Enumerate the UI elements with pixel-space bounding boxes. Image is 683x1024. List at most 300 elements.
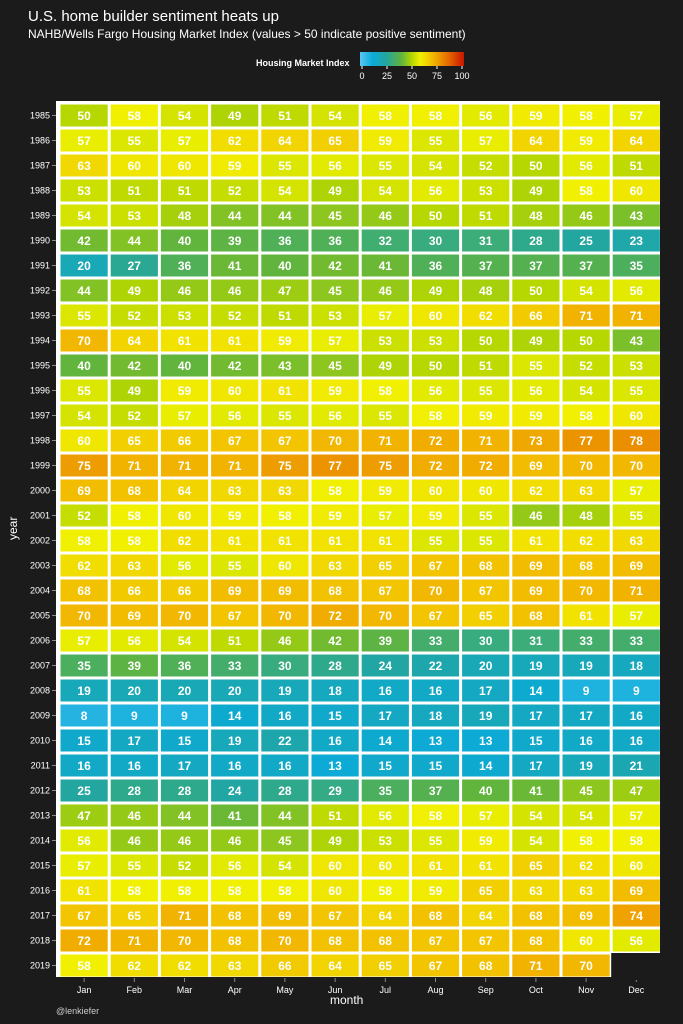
cell-value-label: 63 (579, 484, 593, 498)
cell-value-label: 75 (278, 459, 292, 473)
cell-value-label: 18 (629, 659, 643, 673)
y-tick-label: 1985 (29, 110, 50, 121)
cell-value-label: 52 (127, 309, 141, 323)
cell-value-label: 52 (228, 309, 242, 323)
cell-value-label: 15 (378, 759, 392, 773)
cell-value-label: 71 (529, 959, 543, 973)
cell-value-label: 65 (378, 559, 392, 573)
cell-value-label: 58 (127, 109, 141, 123)
cell-value-label: 43 (629, 209, 643, 223)
cell-value-label: 14 (479, 759, 493, 773)
cell-value-label: 71 (127, 459, 141, 473)
y-tick-label: 2017 (29, 910, 50, 921)
cell-value-label: 63 (228, 484, 242, 498)
cell-value-label: 71 (479, 434, 493, 448)
credit-text: @lenkiefer (56, 1006, 100, 1016)
cell-value-label: 51 (177, 184, 192, 198)
cell-value-label: 67 (479, 584, 493, 598)
cell-value-label: 56 (479, 109, 493, 123)
cell-value-label: 16 (428, 684, 443, 698)
cell-value-label: 19 (579, 759, 593, 773)
x-tick-label: Jun (327, 985, 343, 995)
cell-value-label: 47 (77, 809, 91, 823)
cell-value-label: 56 (228, 859, 242, 873)
cell-value-label: 45 (579, 784, 593, 798)
cell-value-label: 28 (328, 659, 342, 673)
cell-value-label: 55 (629, 509, 643, 523)
cell-value-label: 55 (127, 134, 141, 148)
cell-value-label: 46 (127, 834, 141, 848)
y-tick-label: 1998 (29, 435, 50, 446)
cell-value-label: 46 (529, 509, 543, 523)
cell-value-label: 59 (529, 409, 543, 423)
cell-value-label: 46 (228, 834, 242, 848)
cell-value-label: 16 (328, 734, 342, 748)
cell-value-label: 20 (479, 659, 493, 673)
cell-value-label: 15 (529, 734, 543, 748)
legend-tick-label: 0 (359, 71, 365, 81)
cell-value-label: 72 (479, 459, 493, 473)
cell-value-label: 54 (579, 384, 593, 398)
cell-value-label: 60 (77, 434, 91, 448)
cell-value-label: 13 (428, 734, 443, 748)
cell-value-label: 13 (479, 734, 493, 748)
cell-value-label: 67 (428, 934, 443, 948)
cell-value-label: 17 (177, 759, 192, 773)
cell-value-label: 74 (629, 909, 643, 923)
cell-value-label: 51 (629, 159, 643, 173)
y-tick-label: 2015 (29, 860, 50, 871)
cell-value-label: 67 (479, 934, 493, 948)
cell-value-label: 71 (579, 309, 593, 323)
cell-value-label: 44 (278, 809, 292, 823)
cell-value-label: 37 (428, 784, 443, 798)
cell-value-label: 45 (328, 209, 342, 223)
cell-value-label: 77 (579, 434, 593, 448)
cell-value-label: 65 (127, 434, 141, 448)
cell-value-label: 69 (579, 909, 593, 923)
cell-value-label: 50 (529, 159, 543, 173)
cell-value-label: 57 (77, 134, 91, 148)
cell-value-label: 70 (579, 584, 593, 598)
cell-value-label: 17 (529, 759, 543, 773)
cell-value-label: 64 (177, 484, 192, 498)
cell-value-label: 52 (479, 159, 493, 173)
cell-value-label: 49 (529, 334, 543, 348)
y-tick-label: 1996 (29, 385, 50, 396)
cell-value-label: 58 (428, 809, 443, 823)
cell-value-label: 9 (130, 709, 138, 723)
cell-value-label: 64 (629, 134, 643, 148)
cell-value-label: 62 (579, 859, 593, 873)
cell-value-label: 25 (77, 784, 91, 798)
y-tick-label: 2006 (29, 635, 50, 646)
cell-value-label: 68 (529, 934, 543, 948)
cell-value-label: 53 (629, 359, 643, 373)
cell-value-label: 46 (228, 284, 242, 298)
cell-value-label: 46 (177, 834, 192, 848)
cell-value-label: 30 (479, 634, 493, 648)
cell-value-label: 61 (278, 534, 292, 548)
cell-value-label: 49 (127, 284, 141, 298)
cell-value-label: 62 (479, 309, 493, 323)
cell-value-label: 59 (479, 834, 493, 848)
cell-value-label: 57 (629, 484, 643, 498)
cell-value-label: 75 (77, 459, 91, 473)
cell-value-label: 60 (629, 859, 643, 873)
cell-value-label: 42 (228, 359, 242, 373)
cell-value-label: 44 (228, 209, 242, 223)
cell-value-label: 49 (328, 834, 342, 848)
cell-value-label: 57 (77, 859, 91, 873)
cell-value-label: 18 (428, 709, 443, 723)
cell-value-label: 37 (579, 259, 593, 273)
cell-value-label: 49 (228, 109, 242, 123)
cell-value-label: 40 (177, 359, 192, 373)
cell-value-label: 43 (278, 359, 292, 373)
cell-value-label: 31 (479, 234, 493, 248)
cell-value-label: 55 (428, 134, 443, 148)
cell-value-label: 9 (181, 709, 188, 723)
cell-value-label: 63 (278, 484, 292, 498)
cell-value-label: 8 (80, 709, 88, 723)
cell-value-label: 58 (378, 109, 392, 123)
cell-value-label: 58 (629, 834, 643, 848)
cell-value-label: 67 (328, 909, 342, 923)
x-tick-label: May (276, 985, 294, 995)
y-tick-label: 1993 (29, 310, 50, 321)
cell-value-label: 52 (579, 359, 593, 373)
cell-value-label: 64 (278, 134, 292, 148)
cell-value-label: 36 (177, 259, 192, 273)
cell-value-label: 59 (278, 334, 292, 348)
cell-value-label: 70 (177, 934, 192, 948)
cell-value-label: 66 (529, 309, 543, 323)
x-tick-label: Sep (477, 985, 494, 995)
cell-value-label: 23 (629, 234, 643, 248)
cell-value-label: 63 (529, 884, 543, 898)
cell-value-label: 58 (228, 884, 242, 898)
cell-value-label: 58 (127, 884, 141, 898)
cell-value-label: 56 (127, 634, 141, 648)
cell-value-label: 69 (228, 584, 242, 598)
cell-value-label: 67 (378, 584, 392, 598)
cell-value-label: 71 (228, 459, 242, 473)
cell-value-label: 41 (529, 784, 543, 798)
y-tick-label: 2004 (29, 585, 50, 596)
cell-value-label: 22 (428, 659, 443, 673)
cell-value-label: 51 (328, 809, 342, 823)
cell-value-label: 60 (579, 934, 593, 948)
cell-value-label: 9 (582, 684, 590, 698)
cell-value-label: 68 (378, 934, 392, 948)
cell-value-label: 19 (228, 734, 242, 748)
chart-subtitle: NAHB/Wells Fargo Housing Market Index (values > 50 indicate positive sentiment) (28, 27, 466, 41)
cell-value-label: 28 (529, 234, 543, 248)
cell-value-label: 70 (579, 459, 593, 473)
y-tick-label: 1988 (29, 185, 50, 196)
y-tick-label: 2001 (29, 510, 50, 521)
cell-value-label: 39 (127, 659, 141, 673)
cell-value-label: 25 (579, 234, 593, 248)
y-tick-label: 1999 (29, 460, 50, 471)
cell-value-label: 78 (629, 434, 643, 448)
cell-value-label: 60 (328, 884, 342, 898)
cell-value-label: 69 (278, 584, 292, 598)
cell-value-label: 63 (228, 959, 242, 973)
cell-value-label: 53 (127, 209, 141, 223)
cell-value-label: 9 (632, 684, 640, 698)
cell-value-label: 46 (278, 634, 292, 648)
cell-value-label: 24 (378, 659, 392, 673)
cell-value-label: 51 (127, 184, 141, 198)
cell-value-label: 62 (177, 534, 192, 548)
cell-value-label: 56 (629, 934, 643, 948)
cell-value-label: 32 (378, 234, 392, 248)
y-tick-label: 1991 (29, 260, 50, 271)
cell-value-label: 19 (479, 709, 493, 723)
cell-value-label: 58 (278, 884, 292, 898)
cell-value-label: 70 (378, 609, 392, 623)
cell-value-label: 13 (328, 759, 342, 773)
cell-value-label: 43 (629, 334, 643, 348)
cell-value-label: 57 (77, 634, 91, 648)
cell-value-label: 65 (127, 909, 141, 923)
cell-value-label: 52 (127, 409, 141, 423)
cell-value-label: 20 (127, 684, 141, 698)
cell-value-label: 67 (228, 609, 242, 623)
cell-value-label: 58 (579, 834, 593, 848)
cell-value-label: 65 (479, 609, 493, 623)
cell-value-label: 61 (579, 609, 593, 623)
cell-value-label: 59 (328, 509, 342, 523)
cell-value-label: 55 (529, 359, 543, 373)
y-tick-label: 2018 (29, 935, 50, 946)
cell-value-label: 62 (127, 959, 141, 973)
cell-value-label: 33 (428, 634, 443, 648)
cell-value-label: 64 (378, 909, 392, 923)
cell-value-label: 54 (278, 859, 292, 873)
cell-value-label: 70 (278, 934, 292, 948)
cell-value-label: 66 (278, 959, 292, 973)
cell-value-label: 64 (328, 959, 342, 973)
cell-value-label: 65 (479, 884, 493, 898)
cell-value-label: 36 (278, 234, 292, 248)
y-tick-label: 1987 (29, 160, 50, 171)
cell-value-label: 16 (228, 759, 242, 773)
cell-value-label: 45 (278, 834, 292, 848)
cell-value-label: 58 (77, 534, 91, 548)
cell-value-label: 66 (177, 584, 192, 598)
cell-value-label: 16 (629, 709, 643, 723)
cell-value-label: 53 (378, 834, 392, 848)
cell-value-label: 17 (579, 709, 593, 723)
cell-value-label: 52 (177, 859, 192, 873)
cell-value-label: 50 (428, 359, 443, 373)
cell-value-label: 62 (228, 134, 242, 148)
cell-value-label: 57 (328, 334, 342, 348)
cell-value-label: 64 (127, 334, 141, 348)
y-tick-label: 2002 (29, 535, 50, 546)
y-tick-label: 2010 (29, 735, 50, 746)
cell-value-label: 58 (278, 509, 292, 523)
cell-value-label: 60 (479, 484, 493, 498)
cell-value-label: 44 (278, 209, 292, 223)
cell-value-label: 48 (579, 509, 593, 523)
cell-value-label: 59 (428, 509, 443, 523)
cell-value-label: 54 (177, 109, 192, 123)
cell-value-label: 55 (629, 384, 643, 398)
cell-value-label: 16 (278, 759, 292, 773)
cell-value-label: 14 (529, 684, 543, 698)
cell-value-label: 59 (479, 409, 493, 423)
cell-value-label: 45 (328, 359, 342, 373)
cell-value-label: 47 (278, 284, 292, 298)
cell-value-label: 57 (629, 609, 643, 623)
cell-value-label: 55 (479, 509, 493, 523)
cell-value-label: 63 (77, 159, 91, 173)
cell-value-label: 58 (428, 409, 443, 423)
cell-value-label: 56 (328, 409, 342, 423)
cell-value-label: 40 (177, 234, 192, 248)
y-axis-label: year (6, 516, 20, 540)
cell-value-label: 68 (328, 584, 342, 598)
cell-value-label: 56 (579, 159, 593, 173)
cell-value-label: 60 (428, 484, 443, 498)
y-tick-label: 1989 (29, 210, 50, 221)
x-tick-label: Jan (76, 985, 92, 995)
cell-value-label: 49 (428, 284, 443, 298)
cell-value-label: 19 (278, 684, 292, 698)
cell-value-label: 14 (228, 709, 242, 723)
cell-value-label: 55 (428, 834, 443, 848)
cell-value-label: 48 (177, 209, 192, 223)
cell-value-label: 20 (77, 259, 91, 273)
cell-value-label: 56 (629, 284, 643, 298)
y-tick-label: 1994 (29, 335, 50, 346)
cell-value-label: 33 (629, 634, 643, 648)
cell-value-label: 69 (529, 459, 543, 473)
cell-value-label: 50 (428, 209, 443, 223)
cell-value-label: 42 (328, 634, 342, 648)
cell-value-label: 69 (127, 609, 141, 623)
cell-value-label: 53 (328, 309, 342, 323)
cell-value-label: 62 (579, 534, 593, 548)
cell-value-label: 60 (278, 559, 292, 573)
cell-value-label: 63 (328, 559, 342, 573)
cell-value-label: 49 (529, 184, 543, 198)
cell-value-label: 63 (579, 884, 593, 898)
cell-value-label: 68 (479, 559, 493, 573)
cell-value-label: 52 (228, 184, 242, 198)
cell-value-label: 61 (428, 859, 443, 873)
cell-value-label: 39 (378, 634, 392, 648)
cell-value-label: 53 (378, 334, 392, 348)
cell-value-label: 50 (579, 334, 593, 348)
y-tick-label: 1997 (29, 410, 50, 421)
cell-value-label: 56 (529, 384, 543, 398)
cell-value-label: 46 (378, 284, 392, 298)
cell-value-label: 70 (77, 609, 91, 623)
cell-value-label: 77 (328, 459, 342, 473)
cell-value-label: 70 (629, 459, 643, 473)
cell-value-label: 15 (177, 734, 192, 748)
cell-value-label: 54 (579, 284, 593, 298)
x-tick-label: Nov (578, 985, 595, 995)
cell-value-label: 18 (328, 684, 342, 698)
y-tick-label: 2019 (29, 960, 50, 971)
cell-value-label: 57 (378, 309, 392, 323)
cell-value-label: 50 (77, 109, 91, 123)
cell-value-label: 54 (177, 634, 192, 648)
cell-value-label: 55 (378, 409, 392, 423)
y-tick-label: 2011 (30, 760, 50, 771)
cell-value-label: 48 (529, 209, 543, 223)
cell-value-label: 46 (127, 809, 141, 823)
cell-value-label: 60 (228, 384, 242, 398)
cell-value-label: 28 (278, 784, 292, 798)
cell-value-label: 55 (428, 534, 443, 548)
cell-value-label: 66 (177, 434, 192, 448)
cell-value-label: 62 (529, 484, 543, 498)
cell-value-label: 27 (127, 259, 141, 273)
cell-value-label: 60 (127, 159, 141, 173)
cell-value-label: 56 (228, 409, 242, 423)
cell-value-label: 55 (77, 309, 91, 323)
legend-tick-label: 75 (431, 71, 443, 81)
cell-value-label: 40 (77, 359, 91, 373)
cell-value-label: 16 (629, 734, 643, 748)
cell-value-label: 30 (428, 234, 443, 248)
cell-value-label: 51 (278, 109, 292, 123)
cell-value-label: 35 (77, 659, 91, 673)
legend-tick-label: 50 (406, 71, 418, 81)
cell-value-label: 68 (77, 584, 91, 598)
cell-value-label: 47 (629, 784, 643, 798)
cell-value-label: 55 (278, 409, 292, 423)
cell-value-label: 71 (177, 459, 192, 473)
cell-value-label: 55 (228, 559, 242, 573)
cell-value-label: 62 (177, 959, 192, 973)
cell-value-label: 46 (579, 209, 593, 223)
legend-tick-label: 100 (454, 71, 470, 81)
cell-value-label: 59 (529, 109, 543, 123)
cell-value-label: 68 (479, 959, 493, 973)
cell-value-label: 52 (77, 509, 91, 523)
cell-value-label: 70 (579, 959, 593, 973)
x-tick-label: Oct (528, 985, 543, 995)
cell-value-label: 51 (479, 209, 493, 223)
cell-value-label: 17 (479, 684, 493, 698)
cell-value-label: 72 (77, 934, 91, 948)
cell-value-label: 60 (428, 309, 443, 323)
cell-value-label: 15 (77, 734, 91, 748)
cell-value-label: 68 (127, 484, 141, 498)
cell-value-label: 36 (177, 659, 192, 673)
cell-value-label: 57 (177, 409, 192, 423)
y-tick-label: 2012 (29, 785, 50, 796)
cell-value-label: 48 (479, 284, 493, 298)
cell-value-label: 68 (579, 559, 593, 573)
cell-value-label: 58 (378, 384, 392, 398)
cell-value-label: 61 (228, 534, 242, 548)
cell-value-label: 60 (629, 184, 643, 198)
cell-value-label: 44 (77, 284, 91, 298)
cell-value-label: 70 (177, 609, 192, 623)
y-tick-label: 1995 (29, 360, 50, 371)
cell-value-label: 61 (479, 859, 493, 873)
cell-value-label: 57 (629, 809, 643, 823)
